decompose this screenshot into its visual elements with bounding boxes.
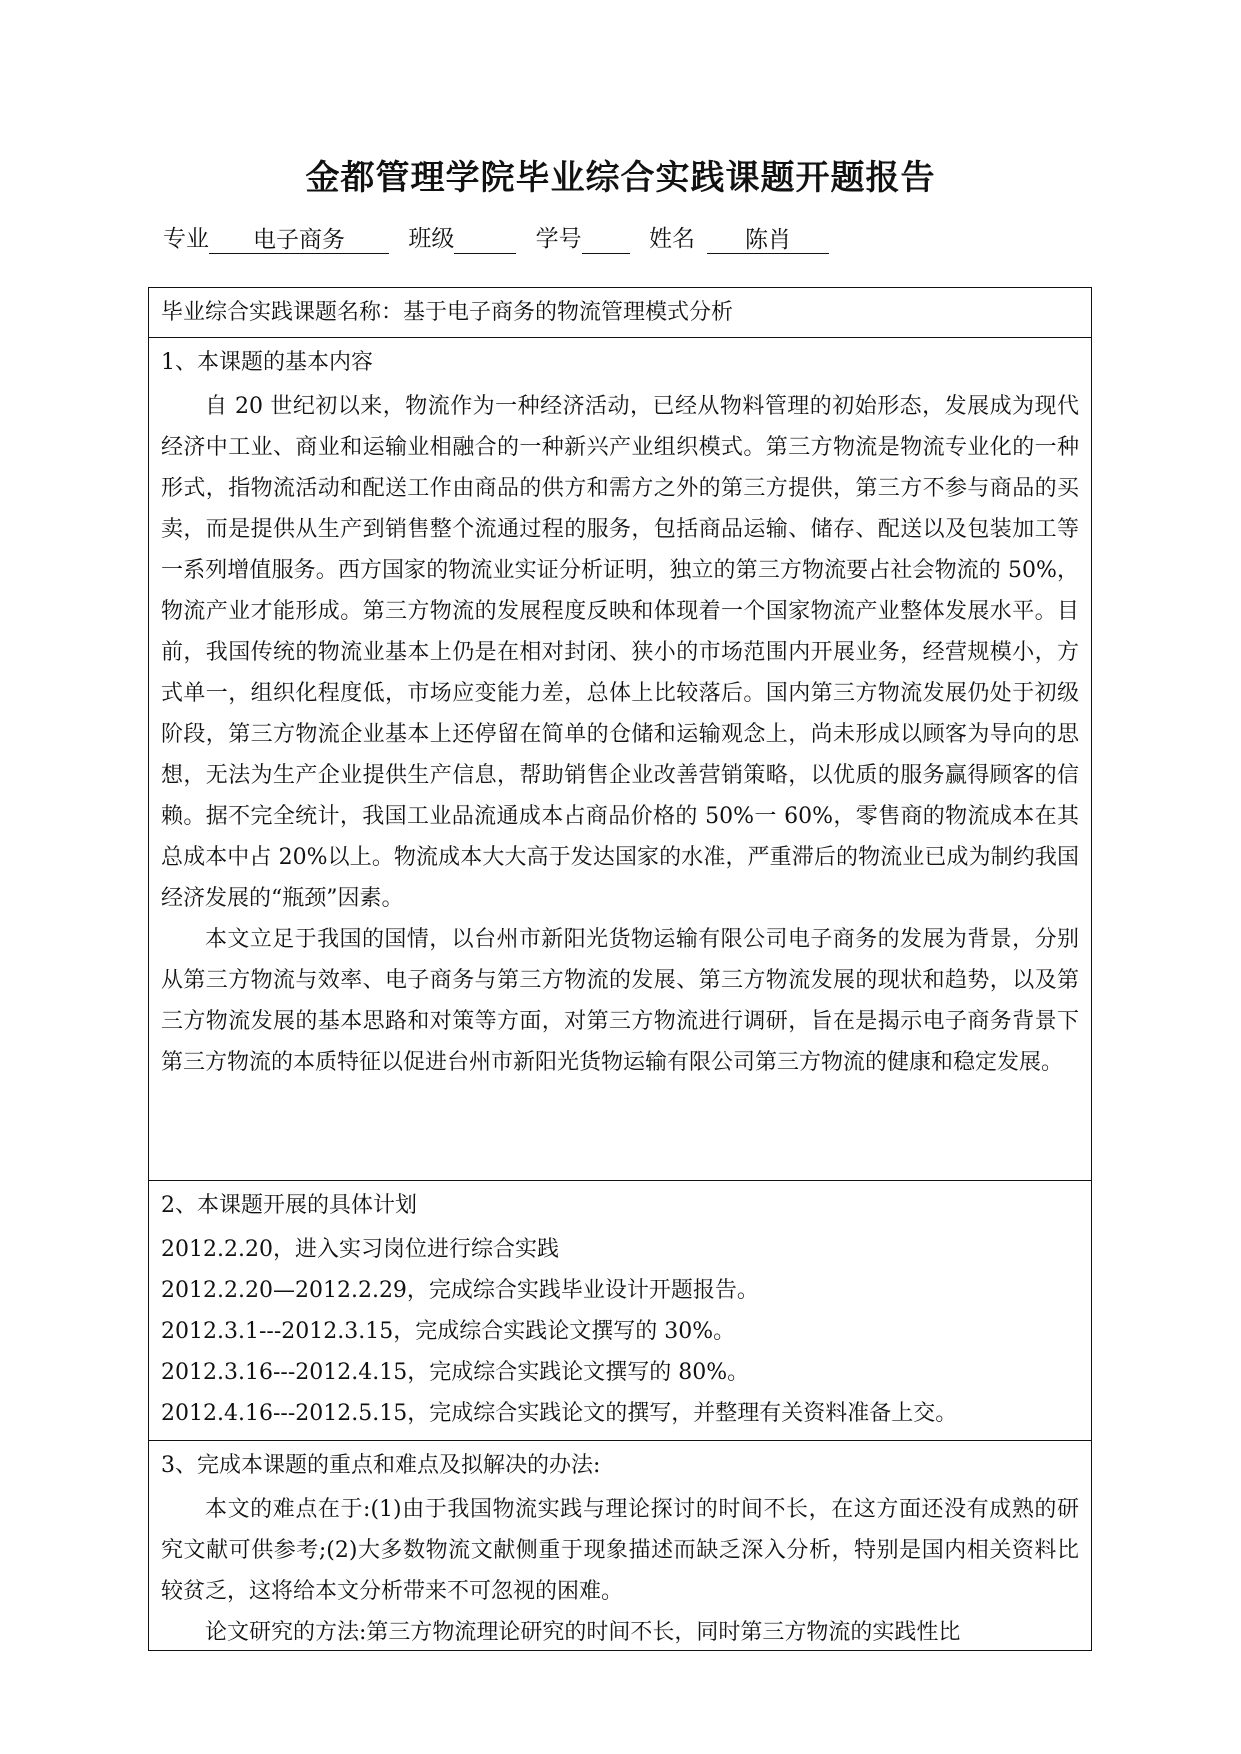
- student-id-label: 学号: [535, 226, 582, 252]
- report-title: 金都管理学院毕业综合实践课题开题报告: [305, 158, 936, 198]
- section1-heading: 1、本课题的基本内容: [161, 350, 373, 375]
- name-label: 姓名: [648, 226, 695, 252]
- section-basic-content: [149, 340, 1091, 1181]
- report-table: [148, 287, 1092, 1651]
- section-plan: [149, 1183, 1091, 1441]
- student-id-field[interactable]: [582, 225, 630, 254]
- section2-heading: 2、本课题开展的具体计划: [161, 1193, 417, 1218]
- plan-item: 2012.4.16---2012.5.15，完成综合实践论文的撰写，并整理有关资料准备上交。: [161, 1401, 958, 1426]
- section1-paragraph: 本文立足于我国的国情，以台州市新阳光货物运输有限公司电子商务的发展为背景，分别从第三方物流与效率、电子商务与第三方物流的发展、第三方物流发展的现状和趋势，以及第三方物流发展的基本思路和对策等方面，对第三方物流进行调研，旨在是揭示电子商务背景下第三方物流的本质特征以促进台州市新阳光货物运输有限公司第三方物流的健康和稳定发展。: [161, 927, 1079, 1075]
- topic-name: 基于电子商务的物流管理模式分析: [403, 300, 734, 325]
- section1-paragraph: 自 20 世纪初以来，物流作为一种经济活动，已经从物料管理的初始形态，发展成为现代经济中工业、商业和运输业相融合的一种新兴产业组织模式。第三方物流是物流专业化的一种形式，指物流活动和配送工作由商品的供方和需方之外的第三方提供，第三方不参与商品的买卖，而是提供从生产到销售整个流通过程的服务，包括商品运输、储存、配送以及包装加工等一系列增值服务。西方国家的物流业实证分析证明，独立的第三方物流要占社会物流的 50%，物流产业才能形成。第三方物流的发展程度反映和体现着一个国家物流产业整体发展水平。目前，我国传统的物流业基本上仍是在相对封闭、狭小的市场范围内开展业务，经营规模小，方式单一，组织化程度低，市场应变能力差，总体上比较落后。国内第三方物流发展仍处于初级阶段，第三方物流企业基本上还停留在简单的仓储和运输观念上，尚未形成以顾客为导向的思想，无法为生产企业提供生产信息，帮助销售企业改善营销策略，以优质的服务赢得顾客的信赖。据不完全统计，我国工业品流通成本占商品价格的 50%一 60%，零售商的物流成本在其总成本中占 20%以上。物流成本大大高于发达国家的水准，严重滞后的物流业已成为制约我国经济发展的“瓶颈”因素。: [161, 394, 1079, 911]
- major-label: 专业: [163, 226, 209, 252]
- major-field[interactable]: 电子商务: [209, 225, 389, 254]
- plan-item: 2012.3.16---2012.4.15，完成综合实践论文撰写的 80%。: [161, 1360, 750, 1385]
- student-info-line: [163, 224, 829, 254]
- section-difficulties: [149, 1441, 1091, 1656]
- plan-item: 2012.2.20，进入实习岗位进行综合实践: [161, 1237, 559, 1262]
- section3-paragraph: 本文的难点在于:(1)由于我国物流实践与理论探讨的时间不长，在这方面还没有成熟的研究文献可供参考;(2)大多数物流文献侧重于现象描述而缺乏深入分析，特别是国内相关资料比较贫乏，这将给本文分析带来不可忽视的困难。: [161, 1497, 1079, 1604]
- topic-label: 毕业综合实践课题名称：: [161, 300, 404, 325]
- plan-item: 2012.2.20—2012.2.29，完成综合实践毕业设计开题报告。: [161, 1278, 759, 1303]
- topic-row: [149, 288, 1091, 338]
- section3-paragraph: 论文研究的方法:第三方物流理论研究的时间不长，同时第三方物流的实践性比: [205, 1620, 961, 1645]
- class-label: 班级: [408, 226, 455, 252]
- class-field[interactable]: [454, 225, 516, 254]
- name-field[interactable]: 陈肖: [707, 225, 829, 254]
- section3-heading: 3、完成本课题的重点和难点及拟解决的办法:: [161, 1453, 601, 1478]
- plan-item: 2012.3.1---2012.3.15，完成综合实践论文撰写的 30%。: [161, 1319, 736, 1344]
